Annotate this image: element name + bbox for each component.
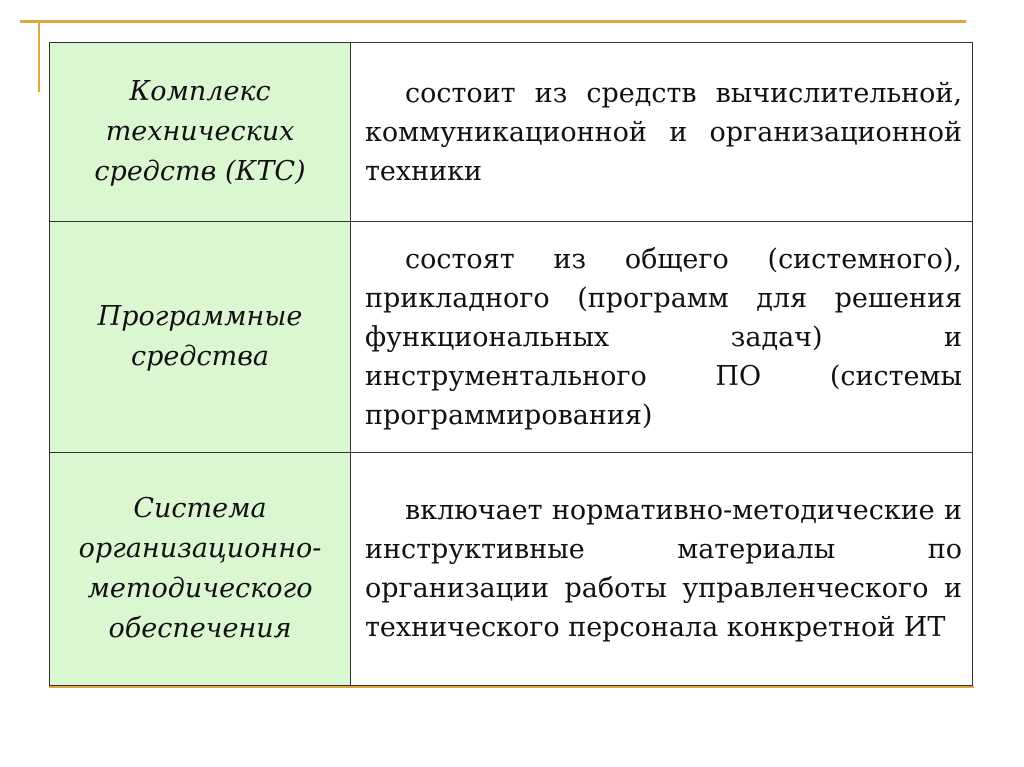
description-cell: состоят из общего (системного), прикладного (программ для решения функциональных задач) и инструментального ПО (системы программирования)	[351, 222, 973, 453]
term-cell	[50, 43, 351, 222]
description-cell: включает нормативно-методические и инструктивные материалы по организации работы управленческого и технического персонала конкретной ИТ	[351, 453, 973, 686]
term-text: Комплекс технических средств (КТС)	[94, 76, 306, 187]
term-cell	[50, 453, 351, 686]
description-cell: состоит из средств вычислительной, коммуникационной и организационной техники	[351, 43, 973, 222]
table-row	[50, 222, 973, 453]
table-row	[50, 43, 973, 222]
term-cell	[50, 222, 351, 453]
frame-left-line	[38, 20, 40, 92]
term-text: Программные средства	[97, 301, 303, 372]
frame-top-line	[20, 20, 966, 23]
table-row	[50, 453, 973, 686]
term-text: Система организационно-методического обеспечения	[78, 493, 322, 644]
bottom-accent-line	[49, 686, 974, 688]
it-components-table	[49, 42, 973, 686]
